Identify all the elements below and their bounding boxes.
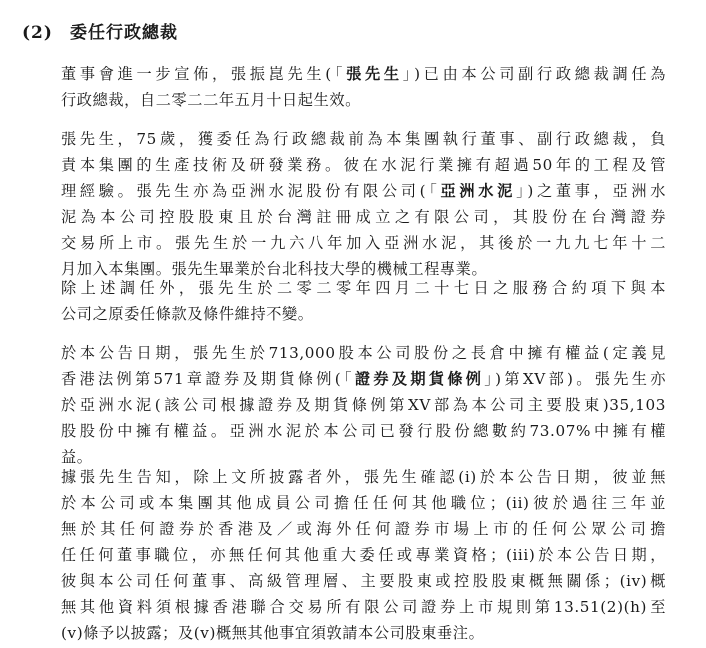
text-run: 股股份中擁有權益。亞洲水泥於本公司已發行股份總數約73.07%中擁有權 [61,422,666,440]
text-line [61,178,666,204]
text-run: 彼與本公司任何董事、高級管理層、主要股東或控股股東概無關係；(iv)概 [61,572,666,590]
text-run: 交易所上市。張先生於一九六八年加入亞洲水泥，其後於一九九七年十二 [61,234,666,252]
text-run: 公司之原委任條款及條件維持不變。 [61,305,314,323]
text-line [61,275,666,301]
defined-term: 張先生 [346,65,403,83]
text-line [61,594,666,620]
text-run: 除上述調任外，張先生於二零二零年四月二十七日之服務合約項下與本 [61,279,666,297]
text-run: 」)第XV部)。張先生亦 [484,370,666,388]
text-line [61,126,666,152]
text-run: 於本公告日期，張先生於713,000股本公司股份之長倉中擁有權益(定義見 [61,344,666,362]
text-line [61,204,666,230]
text-line [61,87,666,113]
text-run: 於亞洲水泥(該公司根據證券及期貨條例第XV部為本公司主要股東)35,103 [61,396,666,414]
text-line [61,61,666,87]
text-line [61,392,666,418]
text-run: 泥為本公司控股股東且於台灣註冊成立之有限公司，其股份在台灣證券 [61,208,666,226]
section-title: 委任行政總裁 [70,23,178,43]
text-line [61,418,666,444]
text-run: 」)之董事，亞洲水 [516,182,666,200]
text-run: 責本集團的生產技術及研發業務。彼在水泥行業擁有超過50年的工程及管 [61,156,666,174]
paragraph [61,340,666,470]
text-run: 據張先生告知，除上文所披露者外，張先生確認(i)於本公告日期，彼並無 [61,468,666,486]
text-line [61,230,666,256]
defined-term: 證券及期貨條例 [354,370,485,388]
text-run: 月加入本集團。張先生畢業於台北科技大學的機械工程專業。 [61,260,488,278]
text-run: (v)條予以披露；及(v)概無其他事宜須敦請本公司股東垂注。 [61,624,485,642]
text-line [61,340,666,366]
text-run: 行政總裁，自二零二二年五月十日起生效。 [61,91,361,109]
defined-term: 亞洲水泥 [440,182,517,200]
text-run: 益。 [61,448,93,466]
text-run: 張先生，75歲，獲委任為行政總裁前為本集團執行董事、副行政總裁，負 [61,130,666,148]
section-heading [22,18,178,43]
text-line [61,542,666,568]
text-line [61,464,666,490]
paragraph [61,464,666,646]
text-run: 理經驗。張先生亦為亞洲水泥股份有限公司(「 [61,182,441,200]
text-line [61,490,666,516]
text-line [61,366,666,392]
text-run: 董事會進一步宣佈，張振崑先生(「 [61,65,347,83]
text-run: 無於其任何證券於香港及／或海外任何證券市場上市的任何公眾公司擔 [61,520,666,538]
text-line [61,152,666,178]
text-run: 任任何董事職位，亦無任何其他重大委任或專業資格；(iii)於本公告日期， [61,546,666,564]
section-number: (2) [22,23,53,43]
text-run: 香港法例第571章證券及期貨條例(「 [61,370,355,388]
text-line [61,516,666,542]
text-run: 」)已由本公司副行政總裁調任為 [402,65,666,83]
text-run: 無其他資料須根據香港聯合交易所有限公司證券上市規則第13.51(2)(h)至 [61,598,666,616]
paragraph [61,126,666,282]
text-run: 於本公司或本集團其他成員公司擔任任何其他職位；(ii)彼於過往三年並 [61,494,666,512]
paragraph [61,275,666,327]
text-line [61,301,666,327]
paragraph [61,61,666,113]
text-line [61,620,666,646]
text-line [61,568,666,594]
